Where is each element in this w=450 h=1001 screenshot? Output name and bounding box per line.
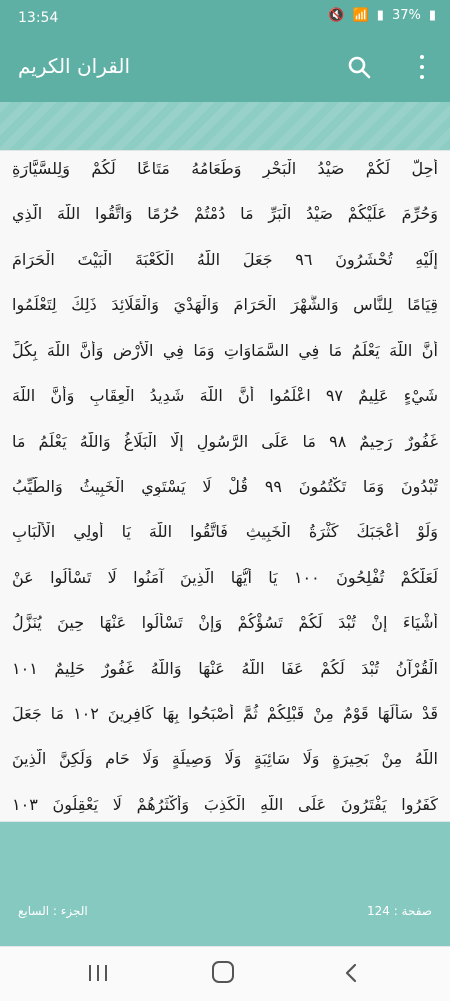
quran-line: أُحِلَّ لَكُمْ صَيْدُ الْبَحْرِ وَطَعَامُهُ مَتَاعًا لَكُمْ وَلِلسَّيَّارَةِ — [12, 159, 438, 178]
quran-line: أَشْيَاءَ إِنْ تُبْدَ لَكُمْ تَسُؤْكُمْ وَإِنْ تَسْأَلُوا عَنْهَا حِينَ يُنَزَّلُ — [12, 613, 438, 633]
status-bar — [0, 0, 450, 36]
juz-label: الجزء : السابع — [18, 904, 88, 918]
home-icon[interactable] — [212, 961, 234, 983]
app-title: القران الكريم — [18, 54, 131, 78]
search-icon[interactable] — [346, 54, 372, 80]
quran-line: شَيْءٍ عَلِيمٌ ٩٧ اعْلَمُوا أَنَّ اللَّهَ شَدِيدُ الْعِقَابِ وَأَنَّ اللَّهَ — [12, 386, 438, 406]
quran-line: غَفُورٌ رَحِيمٌ ٩٨ مَا عَلَى الرَّسُولِ إِلَّا الْبَلَاغُ وَاللَّهُ يَعْلَمُ مَا — [12, 431, 438, 451]
page-number-label: صفحة : 124 — [366, 904, 432, 918]
quran-line: أَنَّ اللَّهَ يَعْلَمُ مَا فِي السَّمَاوَاتِ وَمَا فِي الْأَرْضِ وَأَنَّ اللَّهَ بِكُلِّ — [12, 340, 438, 360]
signal-icon: ▮ — [376, 8, 384, 23]
quran-line: إِلَيْهِ تُحْشَرُونَ ٩٦ جَعَلَ اللَّهُ الْكَعْبَةَ الْبَيْتَ الْحَرَامَ — [12, 249, 438, 269]
battery-percent: 37% — [391, 8, 421, 23]
back-icon[interactable] — [341, 963, 361, 983]
app-bar — [0, 36, 450, 102]
battery-icon: ▮ — [428, 8, 436, 23]
quran-lines — [12, 159, 438, 815]
quran-line: وَلَوْ أَعْجَبَكَ كَثْرَةُ الْخَبِيثِ فَاتَّقُوا اللَّهَ يَا أُولِي الْأَلْبَابِ — [12, 522, 438, 542]
quran-line: تُبْدُونَ وَمَا تَكْتُمُونَ ٩٩ قُلْ لَا يَسْتَوِي الْخَبِيثُ وَالطَّيِّبُ — [12, 476, 438, 496]
quran-line: قِيَامًا لِلنَّاسِ وَالشَّهْرَ الْحَرَامَ وَالْهَدْيَ وَالْقَلَائِدَ ذَلِكَ لِتَعْلَمُوا — [12, 295, 438, 315]
quran-line: الْقُرْآنُ تُبْدَ لَكُمْ عَفَا اللَّهُ عَنْهَا وَاللَّهُ غَفُورٌ حَلِيمٌ ١٠١ — [12, 658, 438, 678]
page-footer — [0, 898, 450, 928]
more-vert-icon[interactable] — [416, 52, 428, 82]
status-time: 13:54 — [18, 10, 59, 26]
quran-line: وَحُرِّمَ عَلَيْكُمْ صَيْدُ الْبَرِّ مَا دُمْتُمْ حُرُمًا وَاتَّقُوا اللَّهَ الَّذِي — [12, 204, 438, 224]
mute-icon: 🔇 — [328, 8, 345, 23]
recents-icon[interactable] — [86, 963, 110, 983]
top-band — [0, 102, 450, 150]
quran-page[interactable] — [0, 150, 450, 822]
quran-line: كَفَرُوا يَفْتَرُونَ عَلَى اللَّهِ الْكَذِبَ وَأَكْثَرُهُمْ لَا يَعْقِلُونَ ١٠٣ — [12, 794, 438, 814]
quran-line: لَعَلَّكُمْ تُفْلِحُونَ ١٠٠ يَا أَيُّهَا الَّذِينَ آمَنُوا لَا تَسْأَلُوا عَنْ — [12, 567, 438, 587]
status-icons — [328, 8, 436, 23]
quran-line: اللَّهُ مِنْ بَحِيرَةٍ وَلَا سَائِبَةٍ وَلَا وَصِيلَةٍ وَلَا حَامٍ وَلَكِنَّ الَّذِينَ — [12, 749, 438, 769]
wifi-icon: 📶 — [352, 8, 369, 23]
quran-line: قَدْ سَأَلَهَا قَوْمٌ مِنْ قَبْلِكُمْ ثُمَّ أَصْبَحُوا بِهَا كَافِرِينَ ١٠٢ مَا جَعَلَ — [12, 704, 438, 724]
system-nav-bar — [0, 946, 450, 1001]
